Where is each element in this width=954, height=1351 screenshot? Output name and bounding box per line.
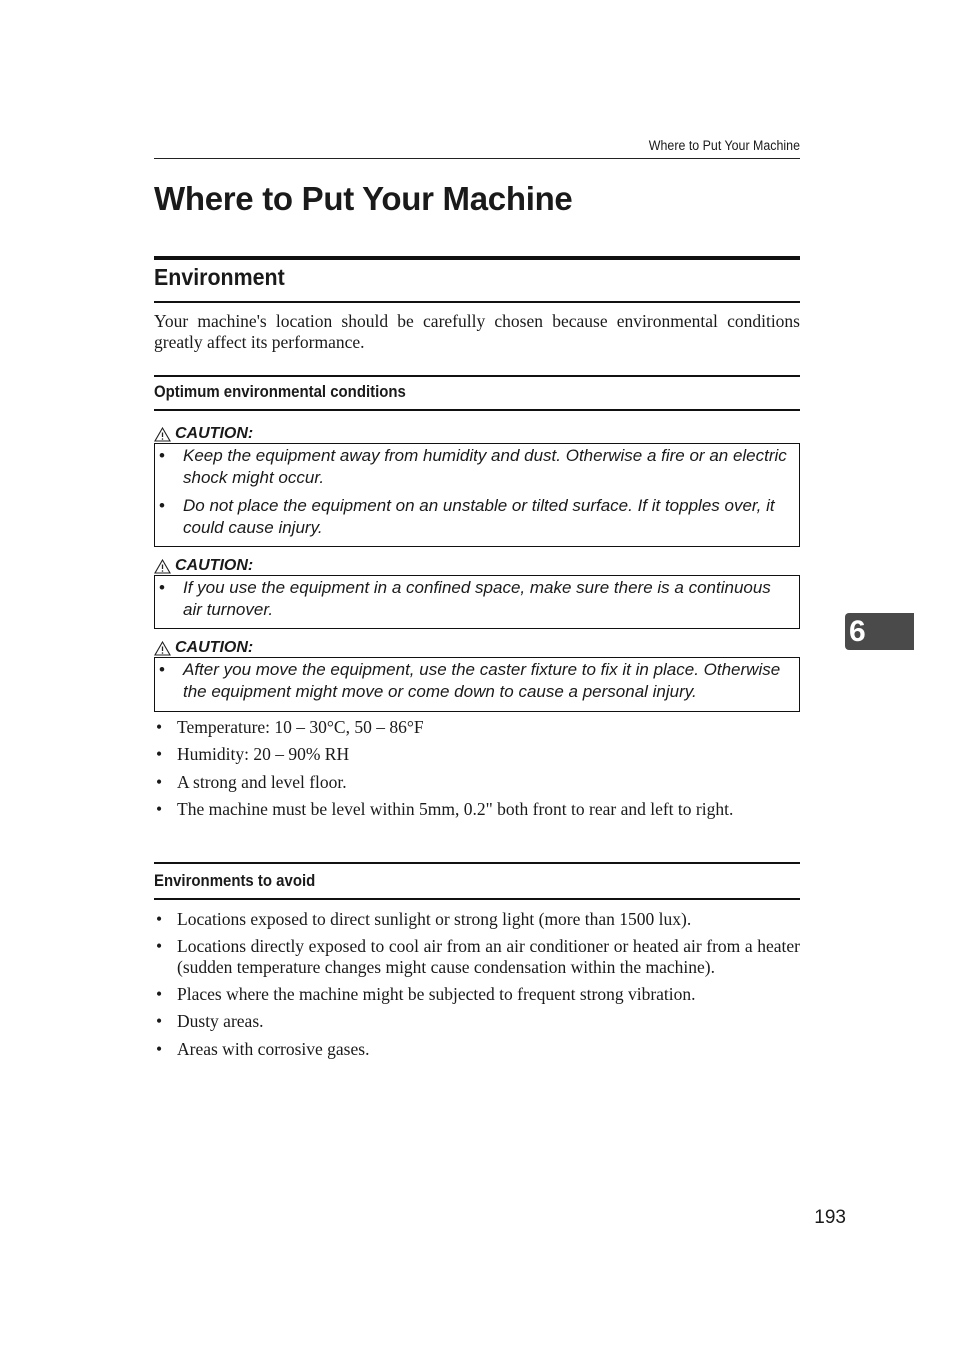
caution-item	[155, 659, 789, 702]
list-item	[154, 984, 800, 1005]
caution-item-text: If you use the equipment in a confined space, make sure there is a continuous air turnover.	[183, 578, 771, 619]
bullet: •	[156, 984, 163, 1004]
page-title: Where to Put Your Machine	[154, 180, 573, 217]
caution-item-text: Keep the equipment away from humidity and dust. Otherwise a fire or an electric shock might occur.	[183, 446, 787, 487]
bullet: •	[156, 1011, 163, 1031]
bullet: •	[156, 717, 163, 737]
intro-paragraph: Your machine's location should be carefully chosen because environmental conditions greatly affect its performance.	[154, 311, 800, 352]
subsection-heading-optimum: Optimum environmental conditions	[154, 382, 406, 401]
caution-item	[155, 495, 789, 538]
chapter-tab: 6	[845, 613, 914, 650]
caution-label-text: CAUTION:	[175, 557, 254, 574]
caution-box	[154, 443, 800, 547]
running-header: Where to Put Your Machine	[648, 138, 800, 153]
list-item	[154, 799, 800, 820]
bullet: •	[159, 496, 165, 515]
subsection-rule-bottom	[154, 898, 800, 900]
list-item	[154, 744, 800, 765]
list-item-text: Humidity: 20 – 90% RH	[177, 744, 350, 764]
caution-item	[155, 577, 789, 620]
bullet: •	[156, 909, 163, 929]
avoid-list	[154, 909, 800, 1060]
list-item-text: Temperature: 10 – 30°C, 50 – 86°F	[177, 717, 424, 737]
list-item	[154, 1039, 800, 1060]
list-item	[154, 1011, 800, 1032]
caution-label	[154, 556, 253, 576]
list-item	[154, 717, 800, 738]
section-heading: Environment	[154, 264, 285, 290]
list-item-text: Locations exposed to direct sunlight or strong light (more than 1500 lux).	[177, 909, 692, 929]
list-item	[154, 772, 800, 793]
list-item-text: A strong and level floor.	[177, 772, 347, 792]
caution-label	[154, 424, 253, 444]
bullet: •	[156, 799, 163, 819]
subsection-rule-top	[154, 375, 800, 377]
page-number: 193	[814, 1207, 846, 1228]
caution-label	[154, 638, 253, 658]
header-rule	[154, 158, 800, 159]
subsection-rule-top	[154, 862, 800, 864]
bullet: •	[156, 1039, 163, 1059]
list-item	[154, 936, 800, 978]
bullet: •	[159, 578, 165, 597]
list-item	[154, 909, 800, 930]
bullet: •	[159, 660, 165, 679]
bullet: •	[156, 936, 163, 956]
list-item-text: Locations directly exposed to cool air from an air conditioner or heated air from a heater (sudden temperature changes might cause condensation within the machine).	[177, 936, 800, 977]
bullet: •	[159, 446, 165, 465]
list-item-text: Areas with corrosive gases.	[177, 1039, 370, 1059]
caution-box	[154, 657, 800, 712]
caution-item-text: Do not place the equipment on an unstable or tilted surface. If it topples over, it could cause injury.	[183, 496, 775, 537]
list-item-text: Places where the machine might be subjected to frequent strong vibration.	[177, 984, 696, 1004]
warning-triangle-icon	[154, 559, 171, 574]
warning-triangle-icon	[154, 427, 171, 442]
bullet: •	[156, 772, 163, 792]
subsection-rule-bottom	[154, 409, 800, 411]
caution-label-text: CAUTION:	[175, 639, 254, 656]
list-item-text: Dusty areas.	[177, 1011, 264, 1031]
caution-box	[154, 575, 800, 629]
caution-item-text: After you move the equipment, use the caster fixture to fix it in place. Otherwise the equipment might move or come down to cause a personal injury.	[183, 660, 781, 701]
list-item-text: The machine must be level within 5mm, 0.2" both front to rear and left to right.	[177, 799, 734, 819]
section-rule-top	[154, 256, 800, 260]
bullet: •	[156, 744, 163, 764]
caution-label-text: CAUTION:	[175, 425, 254, 442]
subsection-heading-avoid: Environments to avoid	[154, 871, 316, 890]
conditions-list	[154, 717, 800, 820]
section-rule-bottom	[154, 301, 800, 303]
warning-triangle-icon	[154, 641, 171, 656]
caution-item	[155, 445, 789, 488]
